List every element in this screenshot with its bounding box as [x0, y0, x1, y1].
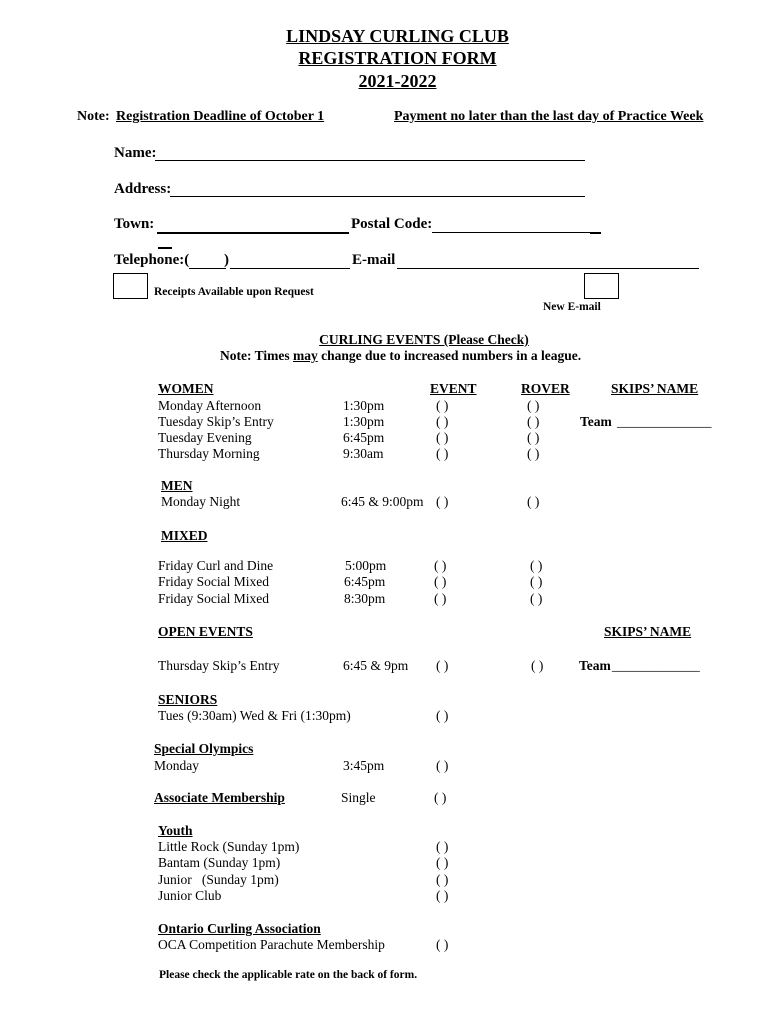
mixed-heading: MIXED: [161, 528, 208, 543]
women-rover-checkbox[interactable]: ( ): [527, 414, 540, 429]
email-field[interactable]: [397, 268, 699, 269]
times-note-may: may: [293, 348, 318, 363]
women-event-time: 1:30pm: [343, 398, 385, 413]
new-email-label: New E-mail: [543, 301, 601, 313]
mixed-rover-checkbox[interactable]: ( ): [530, 558, 543, 573]
rover-column-header: ROVER: [521, 381, 570, 396]
area-code-field[interactable]: [189, 268, 226, 269]
registration-deadline: Registration Deadline of October 1: [116, 109, 325, 124]
postal-code-field[interactable]: [432, 232, 590, 233]
postal-code-field-end: [590, 232, 601, 234]
women-event-checkbox[interactable]: ( ): [436, 430, 449, 445]
form-title-club: LINDSAY CURLING CLUB: [286, 26, 509, 46]
youth-event-name: Little Rock (Sunday 1pm): [158, 839, 300, 854]
mixed-event-time: 5:00pm: [345, 558, 387, 573]
seniors-event-checkbox[interactable]: ( ): [436, 708, 449, 723]
women-rover-checkbox[interactable]: ( ): [527, 398, 540, 413]
open-event-name: Thursday Skip’s Entry: [158, 658, 280, 673]
town-field[interactable]: [157, 232, 349, 234]
mixed-event-time: 6:45pm: [344, 574, 386, 589]
mixed-rover-checkbox[interactable]: ( ): [530, 574, 543, 589]
event-column-header: EVENT: [430, 381, 477, 396]
women-event-checkbox[interactable]: ( ): [436, 414, 449, 429]
mixed-event-checkbox[interactable]: ( ): [434, 558, 447, 573]
women-rover-checkbox[interactable]: ( ): [527, 446, 540, 461]
youth-heading: Youth: [158, 823, 193, 838]
women-heading: WOMEN: [158, 381, 214, 396]
mixed-event-checkbox[interactable]: ( ): [434, 574, 447, 589]
youth-event-name: Bantam (Sunday 1pm): [158, 855, 281, 870]
postal-code-label: Postal Code:: [351, 216, 433, 232]
open-team-name-field[interactable]: _____________: [612, 658, 700, 673]
men-event-name: Monday Night: [161, 494, 241, 509]
mixed-event-name: Friday Social Mixed: [158, 591, 269, 606]
team-label: Team: [580, 414, 612, 429]
seniors-event-name: Tues (9:30am) Wed & Fri (1:30pm): [158, 708, 351, 723]
mixed-event-name: Friday Social Mixed: [158, 574, 269, 589]
mixed-event-name: Friday Curl and Dine: [158, 558, 274, 573]
times-note-pre: Note: Times: [220, 348, 293, 363]
open-rover-checkbox[interactable]: ( ): [531, 658, 544, 673]
open-event-time: 6:45 & 9pm: [343, 658, 409, 673]
open-skips-name-header: SKIPS’ NAME: [604, 624, 692, 639]
note-label: Note:: [77, 109, 110, 124]
men-rover-checkbox[interactable]: ( ): [527, 494, 540, 509]
women-rover-checkbox[interactable]: ( ): [527, 430, 540, 445]
form-title-registration: REGISTRATION FORM: [298, 48, 497, 68]
team-name-field[interactable]: ______________: [617, 414, 712, 429]
youth-event-name: Junior Club: [158, 888, 222, 903]
youth-event-checkbox[interactable]: ( ): [436, 855, 449, 870]
associate-membership-type: Single: [341, 790, 376, 805]
women-event-checkbox[interactable]: ( ): [436, 398, 449, 413]
open-events-heading: OPEN EVENTS: [158, 624, 253, 639]
special-olympics-heading: Special Olympics: [154, 741, 254, 756]
youth-event-checkbox[interactable]: ( ): [436, 839, 449, 854]
telephone-paren-close: ): [224, 252, 229, 268]
address-field[interactable]: [170, 196, 585, 197]
postal-wrap-dash: [158, 247, 172, 249]
mixed-event-checkbox[interactable]: ( ): [434, 591, 447, 606]
footer-note: Please check the applicable rate on the back of form.: [159, 969, 418, 981]
seniors-heading: SENIORS: [158, 692, 218, 707]
youth-event-checkbox[interactable]: ( ): [436, 888, 449, 903]
name-field[interactable]: [155, 160, 585, 161]
women-event-time: 1:30pm: [343, 414, 385, 429]
special-olympics-day: Monday: [154, 758, 199, 773]
men-event-checkbox[interactable]: ( ): [436, 494, 449, 509]
new-email-checkbox[interactable]: [584, 273, 619, 299]
oca-heading: Ontario Curling Association: [158, 921, 321, 936]
email-label: E-mail: [352, 252, 396, 268]
women-event-time: 9:30am: [343, 446, 384, 461]
women-event-checkbox[interactable]: ( ): [436, 446, 449, 461]
open-event-checkbox[interactable]: ( ): [436, 658, 449, 673]
associate-membership-checkbox[interactable]: ( ): [434, 790, 447, 805]
women-event-time: 6:45pm: [343, 430, 385, 445]
times-note-post: change due to increased numbers in a league.: [317, 348, 582, 363]
receipts-label: Receipts Available upon Request: [154, 286, 314, 298]
open-team-label: Team: [579, 658, 611, 673]
special-olympics-time: 3:45pm: [343, 758, 385, 773]
mixed-rover-checkbox[interactable]: ( ): [530, 591, 543, 606]
youth-event-checkbox[interactable]: ( ): [436, 872, 449, 887]
associate-membership-heading: Associate Membership: [154, 790, 285, 805]
receipts-checkbox[interactable]: [113, 273, 148, 299]
oca-membership-name: OCA Competition Parachute Membership: [158, 937, 385, 952]
special-olympics-checkbox[interactable]: ( ): [436, 758, 449, 773]
oca-membership-checkbox[interactable]: ( ): [436, 937, 449, 952]
skips-name-column-header: SKIPS’ NAME: [611, 381, 699, 396]
town-label: Town:: [114, 216, 155, 232]
women-event-name: Tuesday Skip’s Entry: [158, 414, 274, 429]
telephone-label: Telephone:(: [114, 252, 190, 268]
form-title-season: 2021-2022: [358, 71, 437, 91]
women-event-name: Tuesday Evening: [158, 430, 252, 445]
women-event-name: Monday Afternoon: [158, 398, 262, 413]
address-label: Address:: [114, 181, 172, 197]
name-label: Name:: [114, 145, 157, 161]
payment-note: Payment no later than the last day of Practice Week: [394, 109, 704, 124]
youth-event-name: Junior (Sunday 1pm): [158, 872, 279, 887]
telephone-field[interactable]: [230, 268, 350, 269]
times-note: [220, 349, 581, 363]
mixed-event-time: 8:30pm: [344, 591, 386, 606]
curling-events-title: CURLING EVENTS (Please Check): [319, 332, 529, 347]
men-event-time: 6:45 & 9:00pm: [341, 494, 424, 509]
men-heading: MEN: [161, 478, 193, 493]
women-event-name: Thursday Morning: [158, 446, 260, 461]
